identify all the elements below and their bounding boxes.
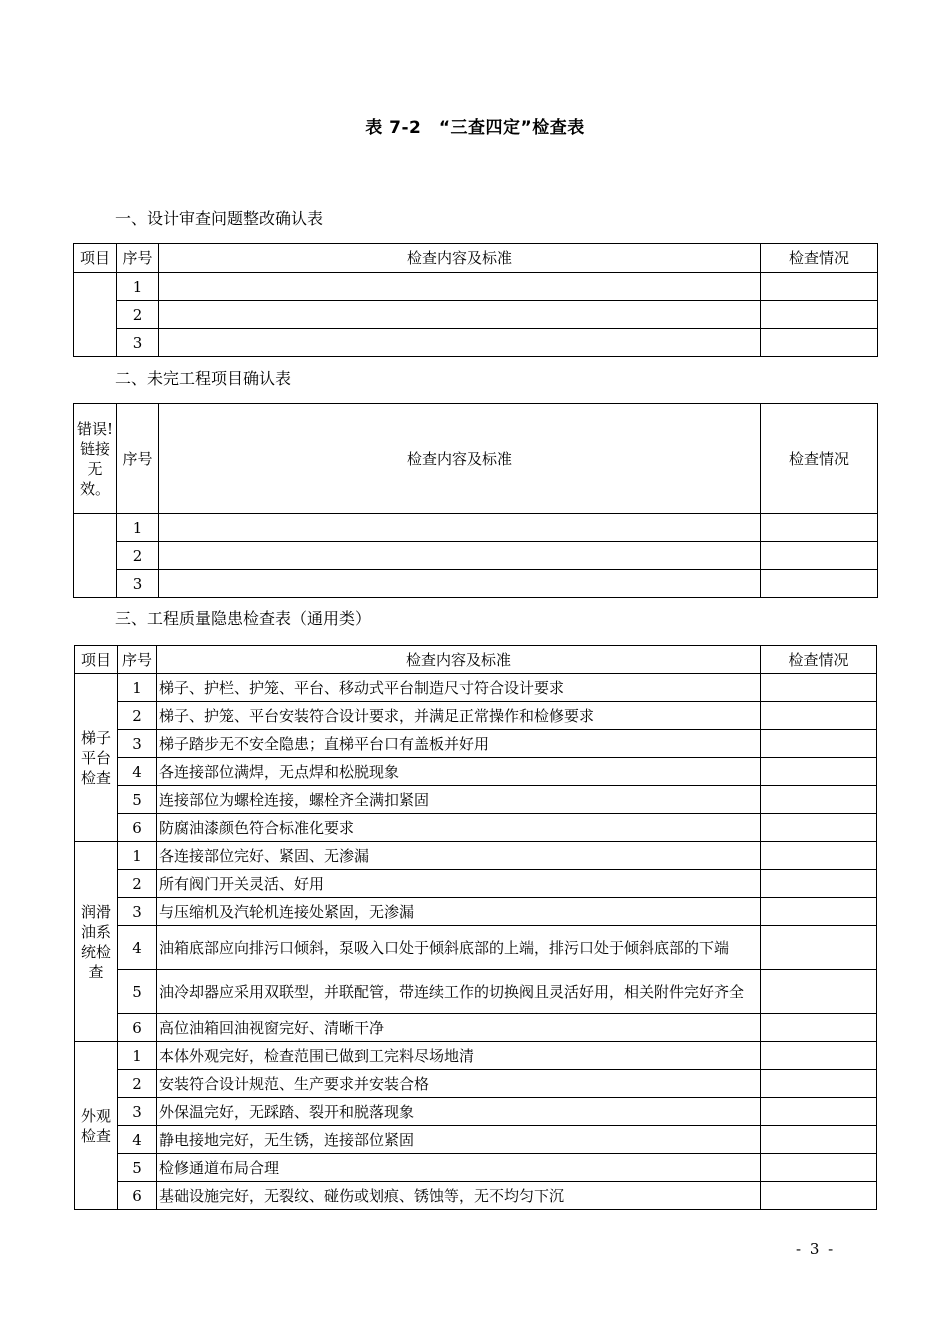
table-row [75, 786, 877, 814]
seq-cell: 2 [118, 702, 157, 730]
content-cell: 检修通道布局合理 [157, 1154, 761, 1182]
status-cell[interactable] [761, 273, 878, 301]
content-cell[interactable] [159, 542, 761, 570]
status-cell[interactable] [761, 542, 878, 570]
seq-cell: 6 [118, 1182, 157, 1210]
section-heading-design-review: 一、设计审查问题整改确认表 [115, 209, 324, 228]
table-row [75, 1014, 877, 1042]
seq-cell: 1 [118, 674, 157, 702]
table-row [75, 1154, 877, 1182]
seq-cell: 3 [118, 898, 157, 926]
seq-cell: 2 [117, 301, 159, 329]
content-cell[interactable] [159, 301, 761, 329]
content-cell: 梯子、护笼、平台安装符合设计要求，并满足正常操作和检修要求 [157, 702, 761, 730]
content-cell: 油冷却器应采用双联型，并联配管，带连续工作的切换阀且灵活好用，相关附件完好齐全 [157, 970, 761, 1014]
status-cell[interactable] [761, 1126, 877, 1154]
table-row [75, 870, 877, 898]
seq-cell: 3 [118, 730, 157, 758]
status-cell[interactable] [761, 702, 877, 730]
item-lube-oil-system: 润滑油系统检查 [75, 842, 118, 1042]
status-cell[interactable] [761, 898, 877, 926]
document-title: 表 7-2 “三查四定”检查表 [365, 118, 585, 138]
table-row [75, 730, 877, 758]
status-cell[interactable] [761, 1070, 877, 1098]
status-cell[interactable] [761, 758, 877, 786]
table-row [74, 301, 878, 329]
table-row [75, 1098, 877, 1126]
seq-cell: 5 [118, 1154, 157, 1182]
header-content: 检查内容及标准 [159, 404, 761, 514]
status-cell[interactable] [761, 842, 877, 870]
table-row [74, 514, 878, 542]
seq-cell: 2 [118, 1070, 157, 1098]
item-ladder-platform: 梯子平台检查 [75, 674, 118, 842]
status-cell[interactable] [761, 1154, 877, 1182]
section-heading-quality-hazard: 三、工程质量隐患检查表（通用类） [115, 609, 372, 628]
table-row [75, 898, 877, 926]
table-row [75, 842, 877, 870]
seq-cell: 5 [118, 970, 157, 1014]
header-item: 项目 [74, 244, 117, 273]
status-cell[interactable] [761, 1014, 877, 1042]
unfinished-work-table [73, 403, 878, 598]
status-cell[interactable] [761, 1042, 877, 1070]
header-content: 检查内容及标准 [157, 646, 761, 674]
seq-cell: 3 [117, 329, 159, 357]
header-seq: 序号 [117, 404, 159, 514]
header-status: 检查情况 [761, 244, 878, 273]
content-cell[interactable] [159, 329, 761, 357]
table-row [75, 926, 877, 970]
table-row [75, 758, 877, 786]
seq-cell: 1 [118, 842, 157, 870]
header-content: 检查内容及标准 [159, 244, 761, 273]
content-cell: 高位油箱回油视窗完好、清晰干净 [157, 1014, 761, 1042]
status-cell[interactable] [761, 1182, 877, 1210]
content-cell: 各连接部位满焊，无点焊和松脱现象 [157, 758, 761, 786]
content-cell: 所有阀门开关灵活、好用 [157, 870, 761, 898]
header-seq: 序号 [117, 244, 159, 273]
content-cell: 静电接地完好，无生锈，连接部位紧固 [157, 1126, 761, 1154]
seq-cell: 2 [118, 870, 157, 898]
status-cell[interactable] [761, 730, 877, 758]
item-cell [74, 514, 117, 598]
status-cell[interactable] [761, 786, 877, 814]
table-row [75, 814, 877, 842]
table-row [75, 970, 877, 1014]
quality-hazard-table [74, 645, 877, 1210]
table-row [75, 1182, 877, 1210]
table-row [75, 702, 877, 730]
status-cell[interactable] [761, 674, 877, 702]
content-cell[interactable] [159, 514, 761, 542]
seq-cell: 5 [118, 786, 157, 814]
content-cell[interactable] [159, 273, 761, 301]
table-row [75, 1126, 877, 1154]
content-cell: 基础设施完好，无裂纹、碰伤或划痕、锈蚀等，无不均匀下沉 [157, 1182, 761, 1210]
status-cell[interactable] [761, 926, 877, 970]
header-item-broken-link: 错误!链接无效。 [74, 404, 117, 514]
content-cell: 与压缩机及汽轮机连接处紧固，无渗漏 [157, 898, 761, 926]
status-cell[interactable] [761, 570, 878, 598]
content-cell: 梯子踏步无不安全隐患；直梯平台口有盖板并好用 [157, 730, 761, 758]
seq-cell: 1 [117, 273, 159, 301]
seq-cell: 3 [118, 1098, 157, 1126]
table-row [75, 1042, 877, 1070]
content-cell: 油箱底部应向排污口倾斜，泵吸入口处于倾斜底部的上端，排污口处于倾斜底部的下端 [157, 926, 761, 970]
seq-cell: 1 [117, 514, 159, 542]
table-header-row [75, 646, 877, 674]
header-status: 检查情况 [761, 646, 877, 674]
seq-cell: 6 [118, 1014, 157, 1042]
design-review-table [73, 243, 878, 357]
seq-cell: 6 [118, 814, 157, 842]
status-cell[interactable] [761, 1098, 877, 1126]
header-seq: 序号 [118, 646, 157, 674]
seq-cell: 4 [118, 926, 157, 970]
table-header-row [74, 244, 878, 273]
content-cell: 安装符合设计规范、生产要求并安装合格 [157, 1070, 761, 1098]
seq-cell: 2 [117, 542, 159, 570]
content-cell: 本体外观完好，检查范围已做到工完料尽场地清 [157, 1042, 761, 1070]
content-cell: 各连接部位完好、紧固、无渗漏 [157, 842, 761, 870]
content-cell: 防腐油漆颜色符合标准化要求 [157, 814, 761, 842]
table-row [75, 1070, 877, 1098]
item-cell [74, 273, 117, 357]
section-heading-unfinished-work: 二、未完工程项目确认表 [115, 369, 292, 388]
header-status: 检查情况 [761, 404, 878, 514]
table-row [74, 542, 878, 570]
content-cell[interactable] [159, 570, 761, 598]
table-row [74, 570, 878, 598]
status-cell[interactable] [761, 870, 877, 898]
content-cell: 外保温完好，无踩踏、裂开和脱落现象 [157, 1098, 761, 1126]
seq-cell: 4 [118, 758, 157, 786]
status-cell[interactable] [761, 970, 877, 1014]
table-row [74, 273, 878, 301]
status-cell[interactable] [761, 514, 878, 542]
seq-cell: 1 [118, 1042, 157, 1070]
page-number: - 3 - [796, 1240, 836, 1258]
seq-cell: 4 [118, 1126, 157, 1154]
table-row [75, 674, 877, 702]
status-cell[interactable] [761, 814, 877, 842]
content-cell: 梯子、护栏、护笼、平台、移动式平台制造尺寸符合设计要求 [157, 674, 761, 702]
table-row [74, 329, 878, 357]
status-cell[interactable] [761, 329, 878, 357]
header-item: 项目 [75, 646, 118, 674]
status-cell[interactable] [761, 301, 878, 329]
table-header-row [74, 404, 878, 514]
content-cell: 连接部位为螺栓连接，螺栓齐全满扣紧固 [157, 786, 761, 814]
seq-cell: 3 [117, 570, 159, 598]
item-appearance: 外观检查 [75, 1042, 118, 1210]
